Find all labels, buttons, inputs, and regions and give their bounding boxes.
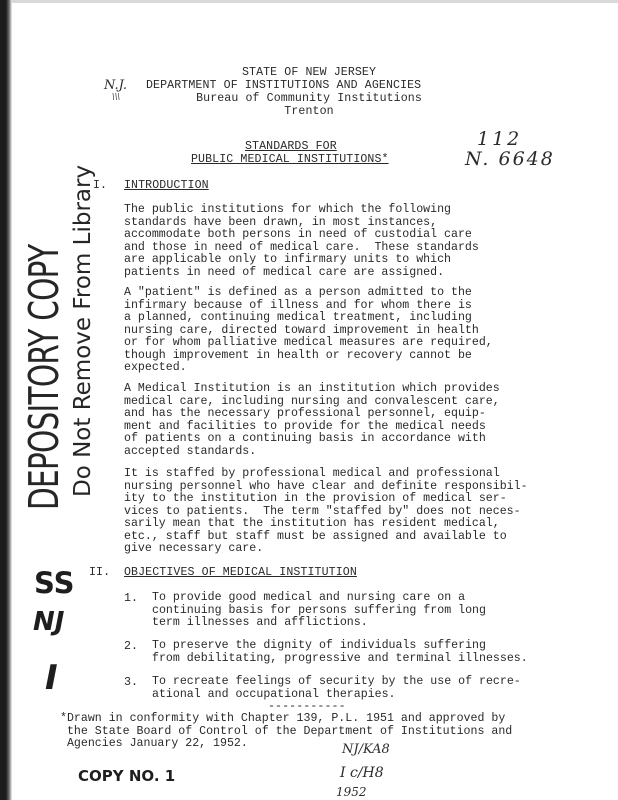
paragraph-line: and those in need of medical care. These standards <box>124 240 479 254</box>
paragraph-line: or for whom palliative medical measures are required, <box>124 336 493 349</box>
handwritten-ref-line1: NJ/KA8 <box>342 742 390 757</box>
ss-stamp-line3: I <box>45 658 58 698</box>
objective-item-2 <box>152 640 528 665</box>
paragraph-line: A Medical Institution is an institution which provides <box>124 382 500 395</box>
header-state: STATE OF NEW JERSEY <box>241 66 377 79</box>
paragraph-line: A "patient" is defined as a person admitted to the <box>124 286 472 299</box>
item-line: ational and occupational therapies. <box>152 687 396 701</box>
footnote-line: the State Board of Control of the Department of Institutions and <box>60 724 513 738</box>
ss-stamp-line1: SS <box>34 566 75 600</box>
section1-heading: INTRODUCTION <box>124 179 209 192</box>
separator: ----------- <box>268 700 346 713</box>
handwritten-number-bottom: N. 6648 <box>465 148 555 170</box>
paragraph-line: nursing personnel who have clear and definite responsibil- <box>124 479 528 493</box>
paragraph-line: accommodate both persons in need of custodial care <box>124 228 472 241</box>
paragraph-line: and has the necessary professional personnel, equip- <box>124 407 486 420</box>
paragraph-line: ity to the institution in the provision of medical ser- <box>124 492 507 505</box>
paragraph-line: give necessary care. <box>124 542 264 555</box>
section2-heading: OBJECTIVES OF MEDICAL INSTITUTION <box>124 566 357 579</box>
paragraph-line: are applicable only to infirmary units to which <box>124 253 451 266</box>
footnote-line: Agencies January 22, 1952. <box>60 737 248 750</box>
item-line: term illnesses and afflictions. <box>152 616 368 629</box>
scan-top-line <box>12 0 618 3</box>
section1-paragraph-3 <box>124 383 500 458</box>
scan-edge <box>0 0 12 800</box>
section1-paragraph-4 <box>124 468 528 556</box>
header-department: DEPARTMENT OF INSTITUTIONS AND AGENCIES <box>146 79 422 92</box>
paragraph-line: though improvement in health or recovery cannot be <box>124 348 472 362</box>
handwritten-number-top: 112 <box>477 128 523 150</box>
paragraph-line: infirmary because of illness and for whom there is <box>124 298 472 312</box>
footnote-line: *Drawn in conformity with Chapter 139, P.L. 1951 and approved by <box>60 712 506 725</box>
item-line: To preserve the dignity of individuals suffering <box>152 639 486 652</box>
paragraph-line: standards have been drawn, in most instances, <box>124 215 438 229</box>
depository-copy-stamp: DEPOSITORY COPY <box>20 244 68 510</box>
paragraph-line: accepted standards. <box>124 444 257 458</box>
section1-numeral: I. <box>93 179 108 192</box>
item-line: To provide good medical and nursing care on a <box>152 591 466 604</box>
annotation-mark: \\\ <box>112 92 121 101</box>
paragraph-line: patients in need of medical care are assigned. <box>124 265 445 279</box>
paragraph-line: The public institutions for which the following <box>124 203 451 216</box>
paragraph-line: ment and facilities to provide for the medical needs <box>124 419 486 433</box>
ss-stamp-line2: NJ <box>33 607 65 637</box>
section1-paragraph-1 <box>124 204 479 279</box>
title-line1: STANDARDS FOR <box>245 140 337 153</box>
objective-item-1 <box>152 592 486 630</box>
paragraph-line: medical care, including nursing and convalescent care, <box>124 394 500 408</box>
header-city: Trenton <box>284 105 334 118</box>
objective-item-3 <box>152 676 521 701</box>
copy-number-stamp: COPY NO. 1 <box>78 767 176 785</box>
item-number: 1. <box>124 592 138 605</box>
paragraph-line: nursing care, directed toward improvement in health <box>124 323 479 337</box>
title-line2: PUBLIC MEDICAL INSTITUTIONS* <box>191 153 389 166</box>
paragraph-line: sarily mean that the institution has resident medical, <box>124 517 500 530</box>
paragraph-line: a planned, continuing medical treatment, including <box>124 311 472 324</box>
handwritten-ref-line2: I c/H8 <box>340 765 384 781</box>
paragraph-line: etc., staff but staff must be assigned and available to <box>124 529 507 543</box>
footnote <box>60 713 512 751</box>
item-line: To recreate feelings of security by the use of recre- <box>152 675 521 688</box>
header-bureau: Bureau of Community Institutions <box>196 92 422 105</box>
item-line: continuing basis for persons suffering from long <box>152 603 486 617</box>
annotation-nj: N.J. <box>104 78 128 93</box>
item-number: 3. <box>124 676 138 689</box>
do-not-remove-stamp: Do Not Remove From Library <box>70 164 96 497</box>
handwritten-ref-line3: 1952 <box>336 785 367 799</box>
paragraph-line: expected. <box>124 361 187 374</box>
item-number: 2. <box>124 640 138 653</box>
paragraph-line: of patients on a continuing basis in accordance with <box>124 432 486 445</box>
section1-paragraph-2 <box>124 287 493 375</box>
paragraph-line: It is staffed by professional medical and professional <box>124 467 500 480</box>
paragraph-line: vices to patients. The term "staffed by" does not neces- <box>124 504 521 518</box>
item-line: from debilitating, progressive and terminal illnesses. <box>152 651 528 665</box>
section2-numeral: II. <box>89 566 111 579</box>
